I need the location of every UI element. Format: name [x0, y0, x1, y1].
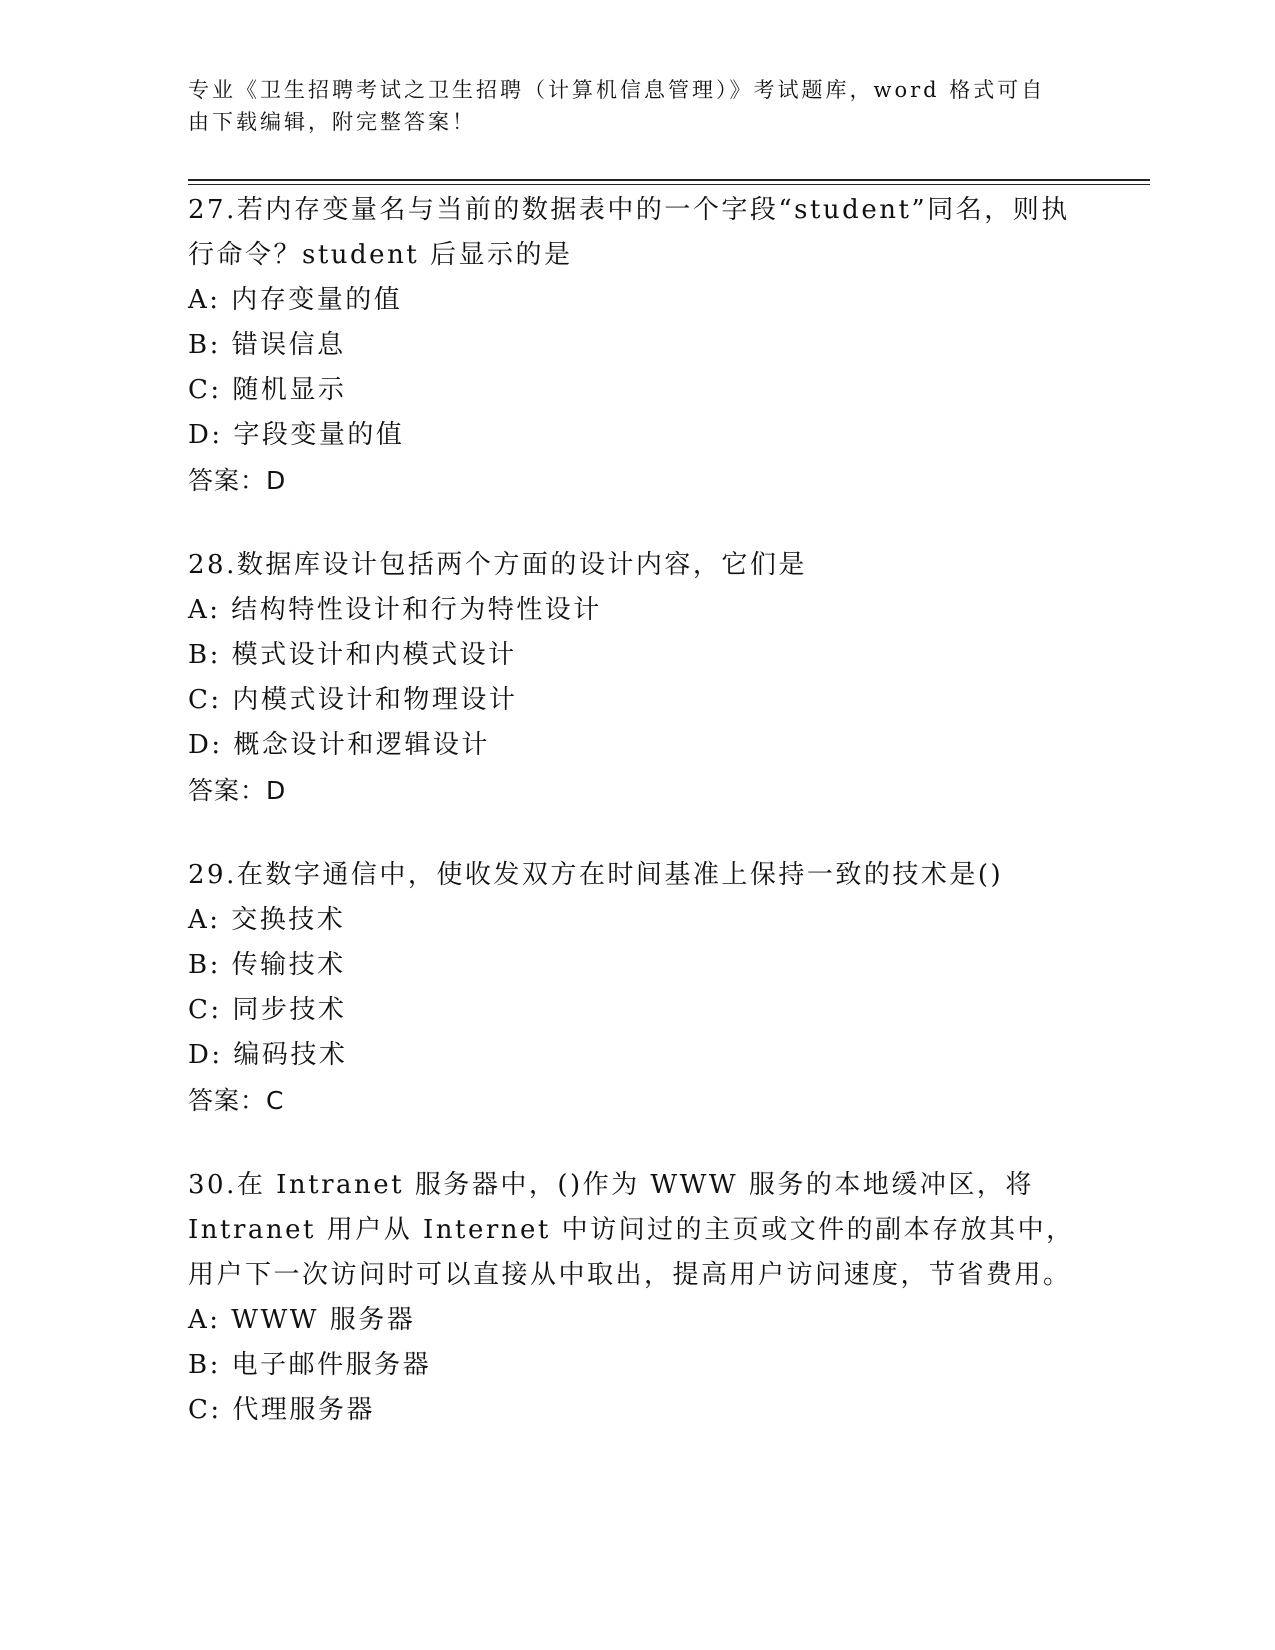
option-c: C: 随机显示 [188, 375, 347, 405]
question-text: 29.在数字通信中，使收发双方在时间基准上保持一致的技术是() [188, 860, 1004, 890]
answer-text: 答案：C [188, 1086, 285, 1115]
question-27 [188, 188, 1088, 503]
question-text: 27.若内存变量名与当前的数据表中的一个字段“student”同名，则执行命令？student 后显示的是 [188, 195, 1070, 270]
option-c: C: 同步技术 [188, 995, 347, 1025]
option-d: D: 编码技术 [188, 1040, 348, 1070]
option-b: B: 错误信息 [188, 330, 346, 360]
question-30 [188, 1163, 1088, 1433]
question-text: 30.在 Intranet 服务器中，()作为 WWW 服务的本地缓冲区，将 Intranet 用户从 Internet 中访问过的主页或文件的副本存放其中，用户下一次访问时可以直接从中取出，提高用户访问速度，节省费用。 [188, 1170, 1075, 1290]
header-divider-thin [188, 184, 1150, 185]
question-text: 28.数据库设计包括两个方面的设计内容，它们是 [188, 550, 807, 580]
option-d: D: 字段变量的值 [188, 420, 405, 450]
option-a: A: 结构特性设计和行为特性设计 [188, 595, 602, 625]
option-d: D: 概念设计和逻辑设计 [188, 730, 490, 760]
option-a: A: WWW 服务器 [188, 1305, 416, 1335]
question-list [188, 188, 1088, 1473]
option-c: C: 代理服务器 [188, 1395, 375, 1425]
option-c: C: 内模式设计和物理设计 [188, 685, 518, 715]
header-divider-thick [188, 179, 1150, 181]
option-a: A: 交换技术 [188, 905, 346, 935]
document-header: 专业《卫生招聘考试之卫生招聘（计算机信息管理）》考试题库，word 格式可自由下载编辑，附完整答案！ [188, 78, 1046, 134]
option-b: B: 电子邮件服务器 [188, 1350, 432, 1380]
option-b: B: 传输技术 [188, 950, 346, 980]
option-b: B: 模式设计和内模式设计 [188, 640, 517, 670]
answer-text: 答案：D [188, 776, 287, 805]
question-28 [188, 543, 1088, 813]
option-a: A: 内存变量的值 [188, 285, 403, 315]
question-29 [188, 853, 1088, 1123]
answer-text: 答案：D [188, 466, 287, 495]
